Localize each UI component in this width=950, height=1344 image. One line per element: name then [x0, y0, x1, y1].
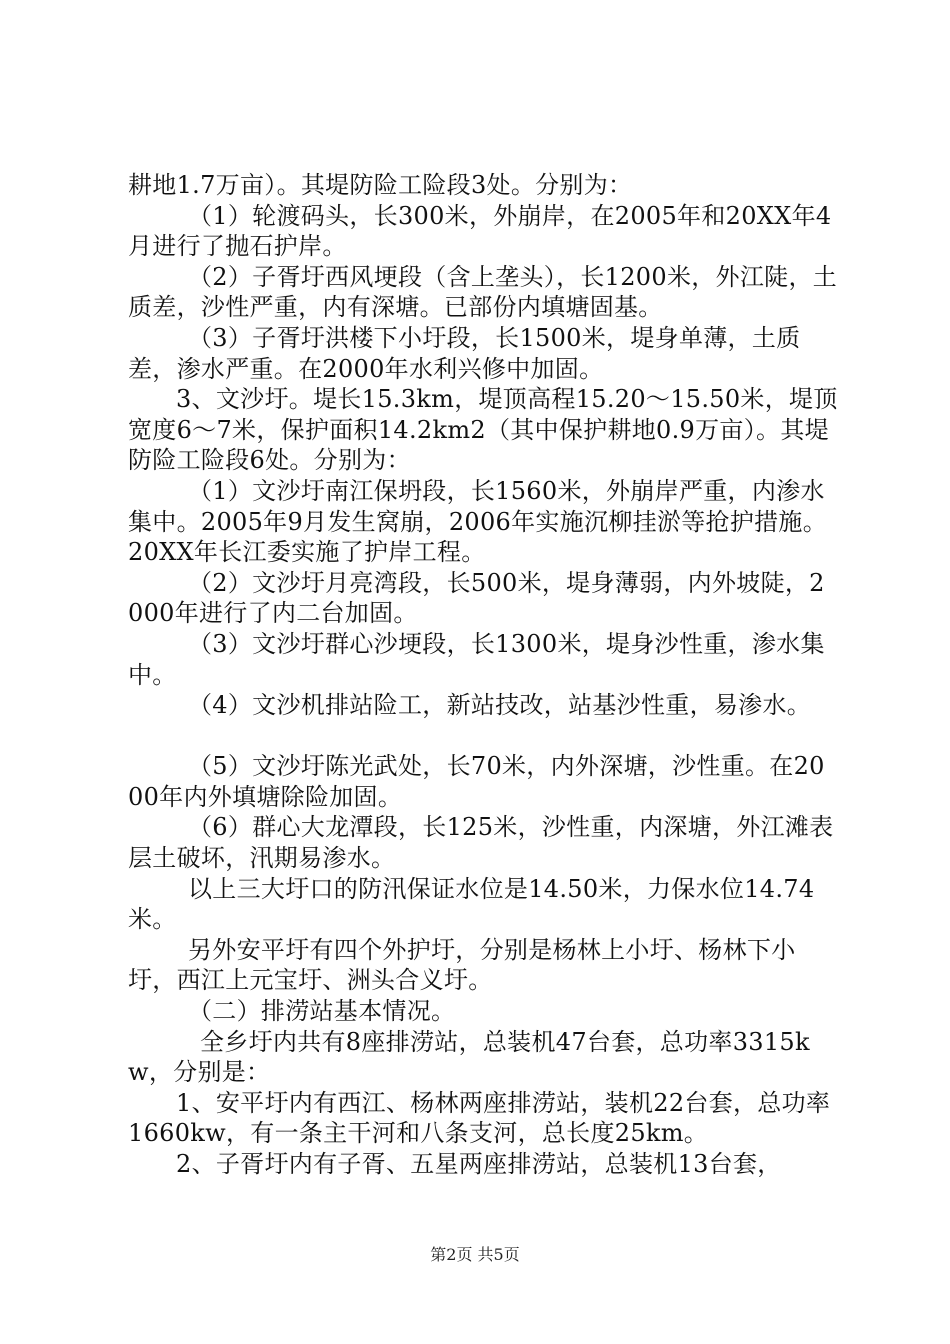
paragraph: （2）子胥圩西风埂段（含上垄头），长1200米，外江陡，土质差，沙性严重，内有深塘。已部份内填塘固基。	[128, 262, 838, 322]
paragraph: 另外安平圩有四个外护圩，分别是杨林上小圩、杨林下小圩，西江上元宝圩、洲头合义圩。	[128, 935, 796, 995]
paragraph: （2）文沙圩月亮湾段，长500米，堤身薄弱，内外坡陡，2000年进行了内二台加固。	[128, 568, 825, 628]
paragraph: （1）轮渡码头，长300米，外崩岸，在2005年和20XX年4月进行了抛石护岸。	[128, 201, 832, 261]
paragraph: （1）文沙圩南江保坍段，长1560米，外崩岸严重，内渗水集中。2005年9月发生窝崩，2006年实施沉柳挂淤等抢护措施。20XX年长江委实施了护岸工程。	[128, 476, 828, 567]
paragraph: 耕地1.7万亩）。其堤防险工险段3处。分别为：	[128, 171, 633, 199]
document-body	[128, 170, 840, 1180]
paragraph: 3、文沙圩。堤长15.3km，堤顶高程15.20～15.50米，堤顶宽度6～7米，保护面积14.2km2（其中保护耕地0.9万亩）。其堤防险工险段6处。分别为：	[128, 385, 838, 475]
paragraph: （3）文沙圩群心沙埂段，长1300米，堤身沙性重，渗水集中。	[128, 629, 825, 689]
paragraph: （3）子胥圩洪楼下小圩段，长1500米，堤身单薄，土质差，渗水严重。在2000年水利兴修中加固。	[128, 323, 801, 383]
paragraph: （4）文沙机排站险工，新站技改，站基沙性重，易渗水。	[188, 691, 812, 720]
paragraph: 1、安平圩内有西江、杨林两座排涝站，装机22台套，总功率1660kw，有一条主干河和八条支河，总长度25km。	[128, 1088, 831, 1148]
paragraph: 全乡圩内共有8座排涝站，总装机47台套，总功率3315kw，分别是：	[128, 1027, 810, 1087]
paragraph: （6）群心大龙潭段，长125米，沙性重，内深塘，外江滩表层土破坏，汛期易渗水。	[128, 813, 834, 873]
page-number-footer: 第2页 共5页	[430, 1245, 520, 1264]
paragraph: 2、子胥圩内有子胥、五星两座排涝站，总装机13台套，	[176, 1150, 782, 1178]
paragraph: （二）排涝站基本情况。	[188, 997, 456, 1026]
paragraph: （5）文沙圩陈光武处，长70米，内外深塘，沙性重。在2000年内外填塘除险加固。	[128, 752, 825, 811]
paragraph: 以上三大圩口的防汛保证水位是14.50米，力保水位14.74米。	[128, 874, 815, 934]
blank-line	[128, 721, 840, 752]
